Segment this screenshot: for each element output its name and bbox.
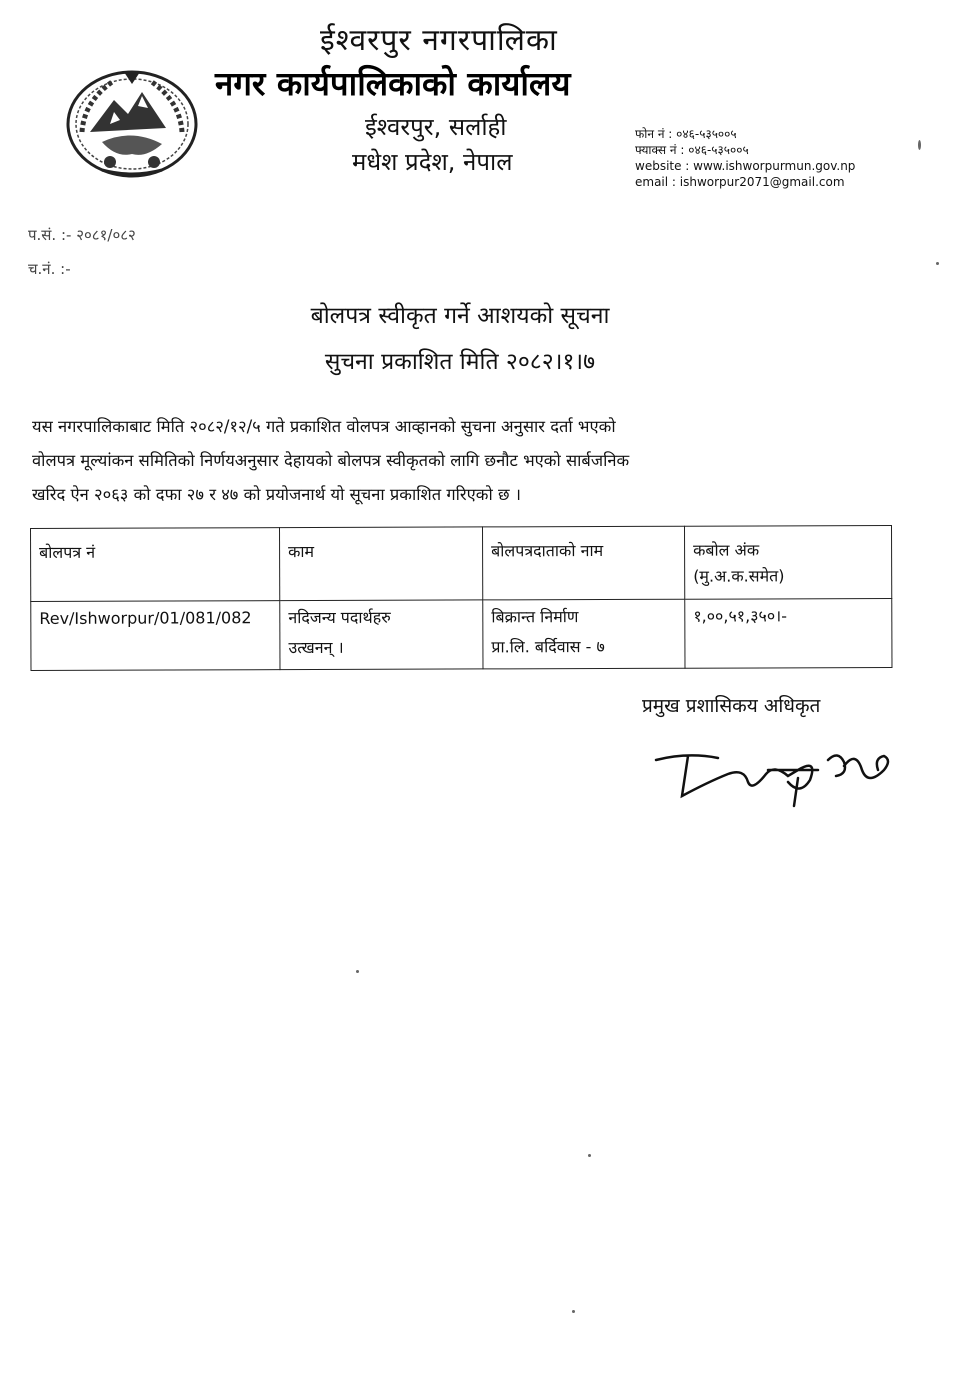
reference-block [28,218,136,286]
handwritten-signature [648,730,898,810]
table-row [31,598,892,670]
municipality-name: ईश्वरपुर नगरपालिका [320,23,558,58]
notice-body-line: यस नगरपालिकाबाट मिति २०८२/१२/५ गते प्रकाशित वोलपत्र आव्हानको सुचना अनुसार दर्ता भएको [32,417,616,436]
letter-number: प.सं. :- २०८१/०८२ [28,226,136,244]
email: email : ishworpur2071@gmail.com [635,175,845,189]
scan-speck [356,970,359,973]
header-bid-amount-label: कबोल अंक [693,540,760,560]
bid-table [30,525,892,671]
cell-work [280,600,483,670]
header-bid-number: बोलपत्र नं [31,528,280,602]
header-bid-amount [684,525,891,599]
notice-body [32,410,892,512]
contact-block [635,126,855,190]
website: website : www.ishworpurmun.gov.np [635,159,856,173]
phone-number: फोन नं : ०४६-५३५००५ [635,127,737,141]
dispatch-number: च.नं. :- [28,260,71,278]
scan-speck [918,140,921,150]
header-bidder-name: बोलपत्रदाताको नाम [482,526,684,600]
fax-number: फ्याक्स नं : ०४६-५३५००५ [635,143,749,157]
notice-body-line: वोलपत्र मूल्यांकन समितिको निर्णयअनुसार देहायको बोलपत्र स्वीकृतको लागि छनौट भएको सार्बजनिक [32,451,630,470]
table-header-row [31,525,892,601]
cell-bidder-line: प्रा.लि. बर्दिवास - ७ [491,636,605,657]
cell-bid-number: Rev/Ishworpur/01/081/082 [31,601,280,671]
header-work: काम [280,527,483,601]
cell-work-line: उत्खनन् । [288,637,344,658]
scan-speck [936,262,939,265]
nepal-government-emblem [62,62,202,182]
scan-speck [588,1154,591,1157]
office-name: नगर कार्यपालिकाको कार्यालय [215,64,571,103]
cell-bidder [483,599,685,669]
notice-title: बोलपत्र स्वीकृत गर्ने आशयको सूचना [310,303,610,329]
cell-work-line: नदिजन्य पदार्थहरु [288,607,391,628]
address-line-2: मधेश प्रदेश, नेपाल [352,148,513,176]
cell-bidder-line: बिक्रान्त निर्माण [491,607,579,627]
notice-published-date: सुचना प्रकाशित मिति २०८२।१।७ [324,349,596,375]
header-bid-amount-note: (मु.अ.क.समेत) [693,566,785,586]
scan-speck [572,1310,575,1313]
signatory-designation: प्रमुख प्रशासिकय अधिकृत [642,695,821,717]
address-line-1: ईश्वरपुर, सर्लाही [365,113,507,141]
cell-amount: १,००,५१,३५०।- [685,598,892,668]
notice-body-line: खरिद ऐन २०६३ को दफा २७ र ४७ को प्रयोजनार्थ यो सूचना प्रकाशित गरिएको छ । [32,485,522,504]
